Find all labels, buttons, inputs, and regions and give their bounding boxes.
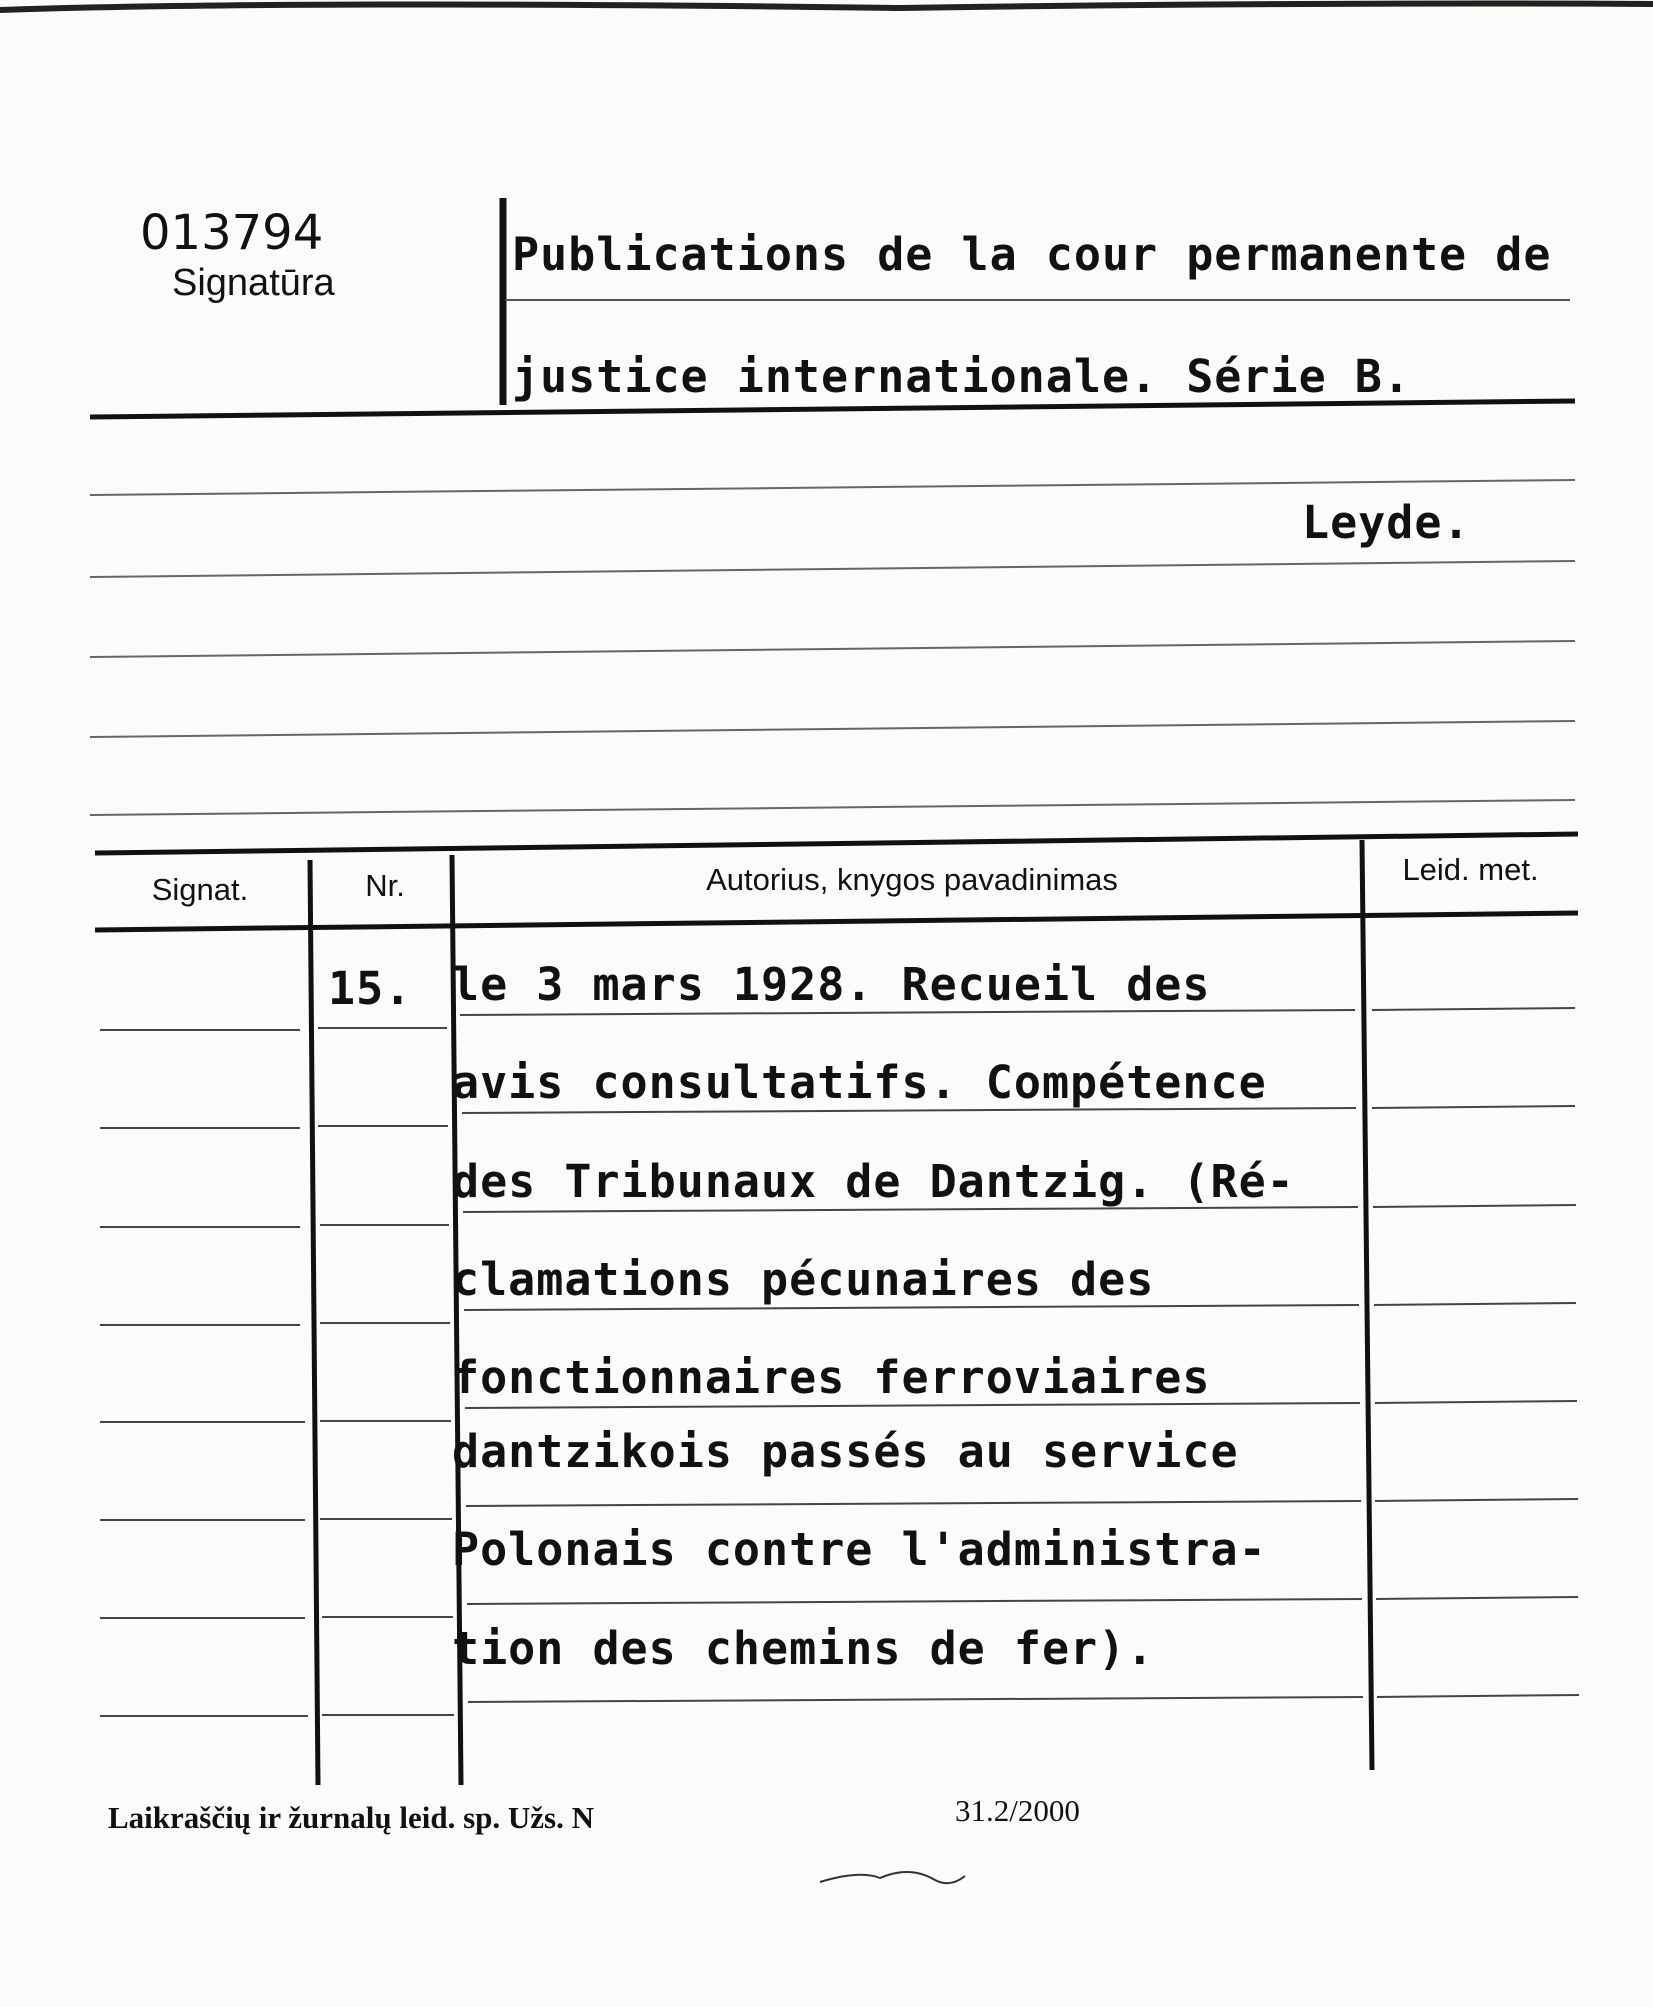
header-author-title: Autorius, knygos pavadinimas [706, 862, 1118, 897]
header-nr: Nr. [365, 868, 405, 903]
title-line-1: Publications de la cour permanente de [512, 228, 1552, 281]
top-edge [0, 4, 1653, 11]
place-of-publication: Leyde. [1302, 496, 1471, 549]
accession-number: 013794 [140, 205, 324, 261]
body-line-1 [90, 480, 1575, 495]
title-bottom-rule [90, 401, 1575, 417]
table-top-rule [95, 834, 1578, 853]
body-line-2 [90, 561, 1575, 577]
col-rule-signat [310, 860, 318, 1785]
header-signat: Signat. [151, 872, 249, 907]
order-number: 31.2/2000 [955, 1793, 1080, 1828]
entry-line-5: fonctionnaires ferroviaires [452, 1351, 1211, 1404]
body-line-3 [90, 641, 1575, 657]
entry-line-6: dantzikois passés au service [452, 1425, 1239, 1478]
body-line-5 [90, 800, 1575, 815]
entry-line-4: clamations pécunaires des [452, 1253, 1155, 1306]
entry-line-1: le 3 mars 1928. Recueil des [452, 958, 1211, 1011]
entry-line-7: Polonais contre l'administra- [452, 1523, 1267, 1576]
body-line-4 [90, 721, 1575, 737]
title-line-2: justice internationale. Série B. [512, 350, 1411, 403]
entry-line-8: tion des chemins de fer). [452, 1622, 1155, 1675]
printer-imprint: Laikraščių ir žurnalų leid. sp. Užs. N [108, 1800, 595, 1835]
signature-label: Signatūra [172, 262, 335, 304]
entry-line-3: des Tribunaux de Dantzig. (Ré- [452, 1155, 1295, 1208]
entry-line-2: avis consultatifs. Compétence [452, 1056, 1267, 1109]
header-year: Leid. met. [1402, 852, 1539, 887]
entry-number: 15. [328, 962, 413, 1015]
header-bottom-rule [95, 913, 1578, 930]
pen-scribble [820, 1872, 965, 1883]
col-rule-year [1362, 840, 1372, 1770]
